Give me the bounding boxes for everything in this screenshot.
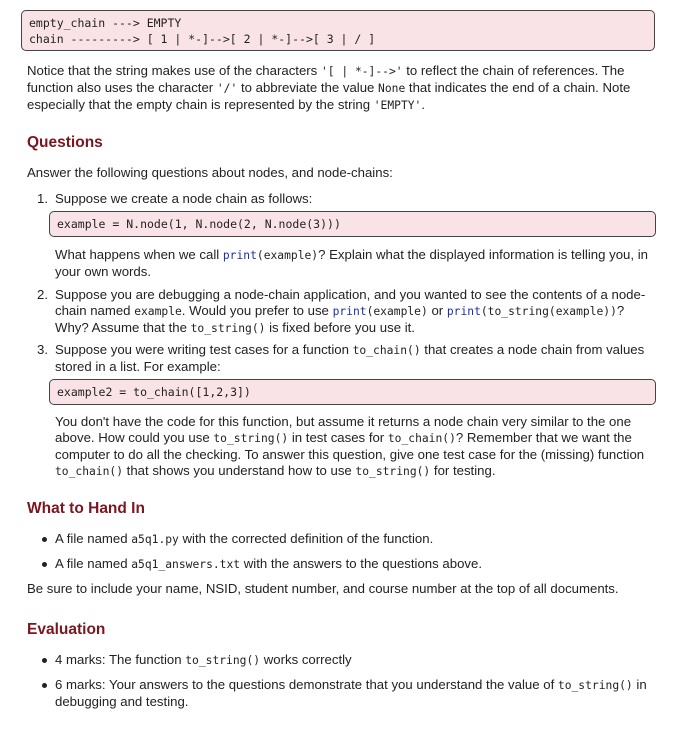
- inline-code: to_string(): [355, 465, 431, 478]
- inline-code: (to_string(example)): [480, 305, 617, 318]
- question-number: 2.: [37, 287, 48, 302]
- inline-code: to_string(): [213, 432, 289, 445]
- inline-code: to_chain(): [55, 465, 124, 478]
- question-3-prompt: You don't have the code for this function, but assume it returns a node chain very similar to the one above. How could you use to_string() in test cases for to_chain()? Remember that we want the computer to do all the checking. To answer this question, give one test case for the (missing) function to_chain() that shows you understand how to use to_string() for testing.: [55, 414, 645, 478]
- code-line-empty-chain: empty_chain ---> EMPTY: [29, 16, 182, 30]
- evaluation-item-2: 6 marks: Your answers to the questions demonstrate that you understand the value of to_string() in debugging and testing.: [55, 677, 647, 709]
- inline-code: example: [134, 305, 182, 318]
- question-2-text: Suppose you are debugging a node-chain application, and you wanted to see the contents of a node-chain named example. Would you prefer to use print(example) or print(to_string(example))? Why? Assume that the to_string() is fixed before you use it.: [55, 287, 646, 335]
- inline-code: '/': [216, 82, 238, 95]
- bullet-dot: [42, 683, 47, 688]
- handin-note: Be sure to include your name, NSID, student number, and course number at the top of all documents.: [27, 581, 619, 596]
- evaluation-item-1: 4 marks: The function to_string() works correctly: [55, 652, 352, 667]
- handin-heading: What to Hand In: [27, 500, 145, 517]
- handin-item-1: A file named a5q1.py with the corrected definition of the function.: [55, 531, 434, 546]
- inline-code: (example): [256, 249, 319, 262]
- chain-output-code-block: [21, 10, 655, 51]
- question-1-code-block: example = N.node(1, N.node(2, N.node(3))): [49, 211, 656, 237]
- inline-code: to_string(): [557, 679, 633, 692]
- inline-code: print: [446, 305, 481, 318]
- question-number: 1.: [37, 191, 48, 206]
- questions-heading: Questions: [27, 134, 103, 151]
- evaluation-heading: Evaluation: [27, 621, 106, 638]
- bullet-dot: [42, 658, 47, 663]
- question-1-prompt: What happens when we call print(example)? Explain what the displayed information is telling you, in your own words.: [55, 247, 648, 279]
- question-3-text: Suppose you were writing test cases for a function to_chain() that creates a node chain from values stored in a list. For example:: [55, 342, 645, 374]
- inline-code: 'EMPTY': [373, 99, 422, 112]
- questions-lead: Answer the following questions about nodes, and node-chains:: [27, 165, 393, 180]
- inline-code: print: [332, 305, 367, 318]
- handin-item-2: A file named a5q1_answers.txt with the answers to the questions above.: [55, 556, 482, 571]
- intro-paragraph: Notice that the string makes use of the characters '[ | *-]-->' to reflect the chain of references. The function also uses the character '/' to abbreviate the value None that indicates the end of a chain. Note especially that the empty chain is represented by the string 'EMPTY'.: [27, 63, 631, 112]
- question-3-code-block: example2 = to_chain([1,2,3]): [49, 379, 656, 405]
- inline-code: to_chain(): [387, 432, 456, 445]
- inline-code: a5q1_answers.txt: [131, 558, 241, 571]
- inline-code: (example): [366, 305, 428, 318]
- inline-code: '[ | *-]-->': [320, 65, 403, 78]
- inline-code: print: [222, 249, 257, 262]
- inline-code: a5q1.py: [131, 533, 179, 546]
- code-line-chain: chain ---------> [ 1 | *-]-->[ 2 | *-]-->[ 3 | / ]: [29, 32, 376, 46]
- bullet-dot: [42, 562, 47, 567]
- question-1-text: Suppose we create a node chain as follows:: [55, 191, 313, 206]
- inline-code: None: [378, 82, 406, 95]
- question-number: 3.: [37, 342, 48, 357]
- inline-code: to_chain(): [352, 344, 421, 357]
- inline-code: to_string(): [190, 322, 266, 335]
- inline-code: to_string(): [185, 654, 261, 667]
- bullet-dot: [42, 537, 47, 542]
